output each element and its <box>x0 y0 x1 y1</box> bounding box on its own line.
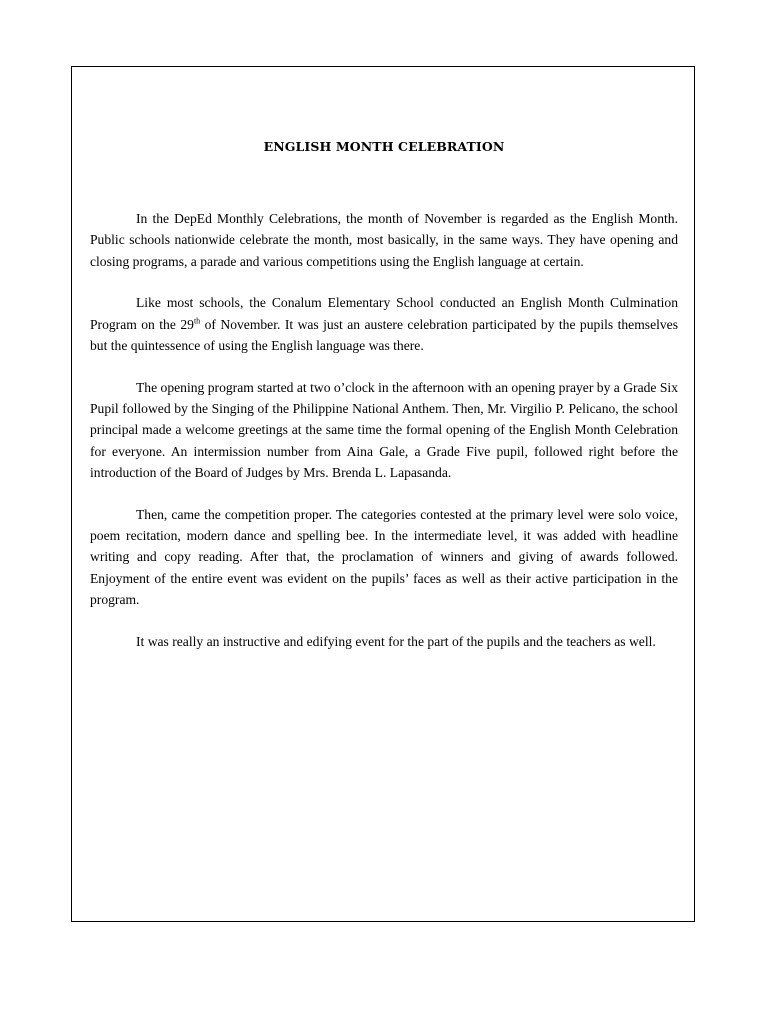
document-title: ENGLISH MONTH CELEBRATION <box>263 139 505 154</box>
paragraph-1: In the DepEd Monthly Celebrations, the month of November is regarded as the English Month. Public schools nationwide celebrate the month, most basically, in the same ways. They have opening and closing programs, a parade and various competitions using the English language at certain. <box>90 211 678 269</box>
paragraph-2-text-before: Like most schools, the Conalum Elementary School conducted an English Month Culmination Program on the 29 <box>90 295 678 332</box>
date-ordinal-suffix: th <box>193 316 201 326</box>
paragraph-2 <box>90 292 678 356</box>
paragraph-5: It was really an instructive and edifying event for the part of the pupils and the teachers as well. <box>136 633 656 649</box>
paragraph-2-text-after: of November. It was just an austere celebration participated by the pupils themselves but the quintessence of using the English language was there. <box>90 316 679 353</box>
paragraph-4: Then, came the competition proper. The categories contested at the primary level were solo voice, poem recitation, modern dance and spelling bee. In the intermediate level, it was added with headline writing and copy reading. After that, the proclamation of winners and giving of awards followed. Enjoyment of the entire event was evident on the pupils’ faces as well as their active participation in the program. <box>90 506 678 607</box>
document-body <box>90 208 678 673</box>
paragraph-3: The opening program started at two o’clock in the afternoon with an opening prayer by a Grade Six Pupil followed by the Singing of the Philippine National Anthem. Then, Mr. Virgilio P. Pelicano, the school principal made a welcome greetings at the same time the formal opening of the English Month Celebration for everyone. An intermission number from Aina Gale, a Grade Five pupil, followed right before the introduction of the Board of Judges by Mrs. Brenda L. Lapasanda. <box>90 379 678 480</box>
